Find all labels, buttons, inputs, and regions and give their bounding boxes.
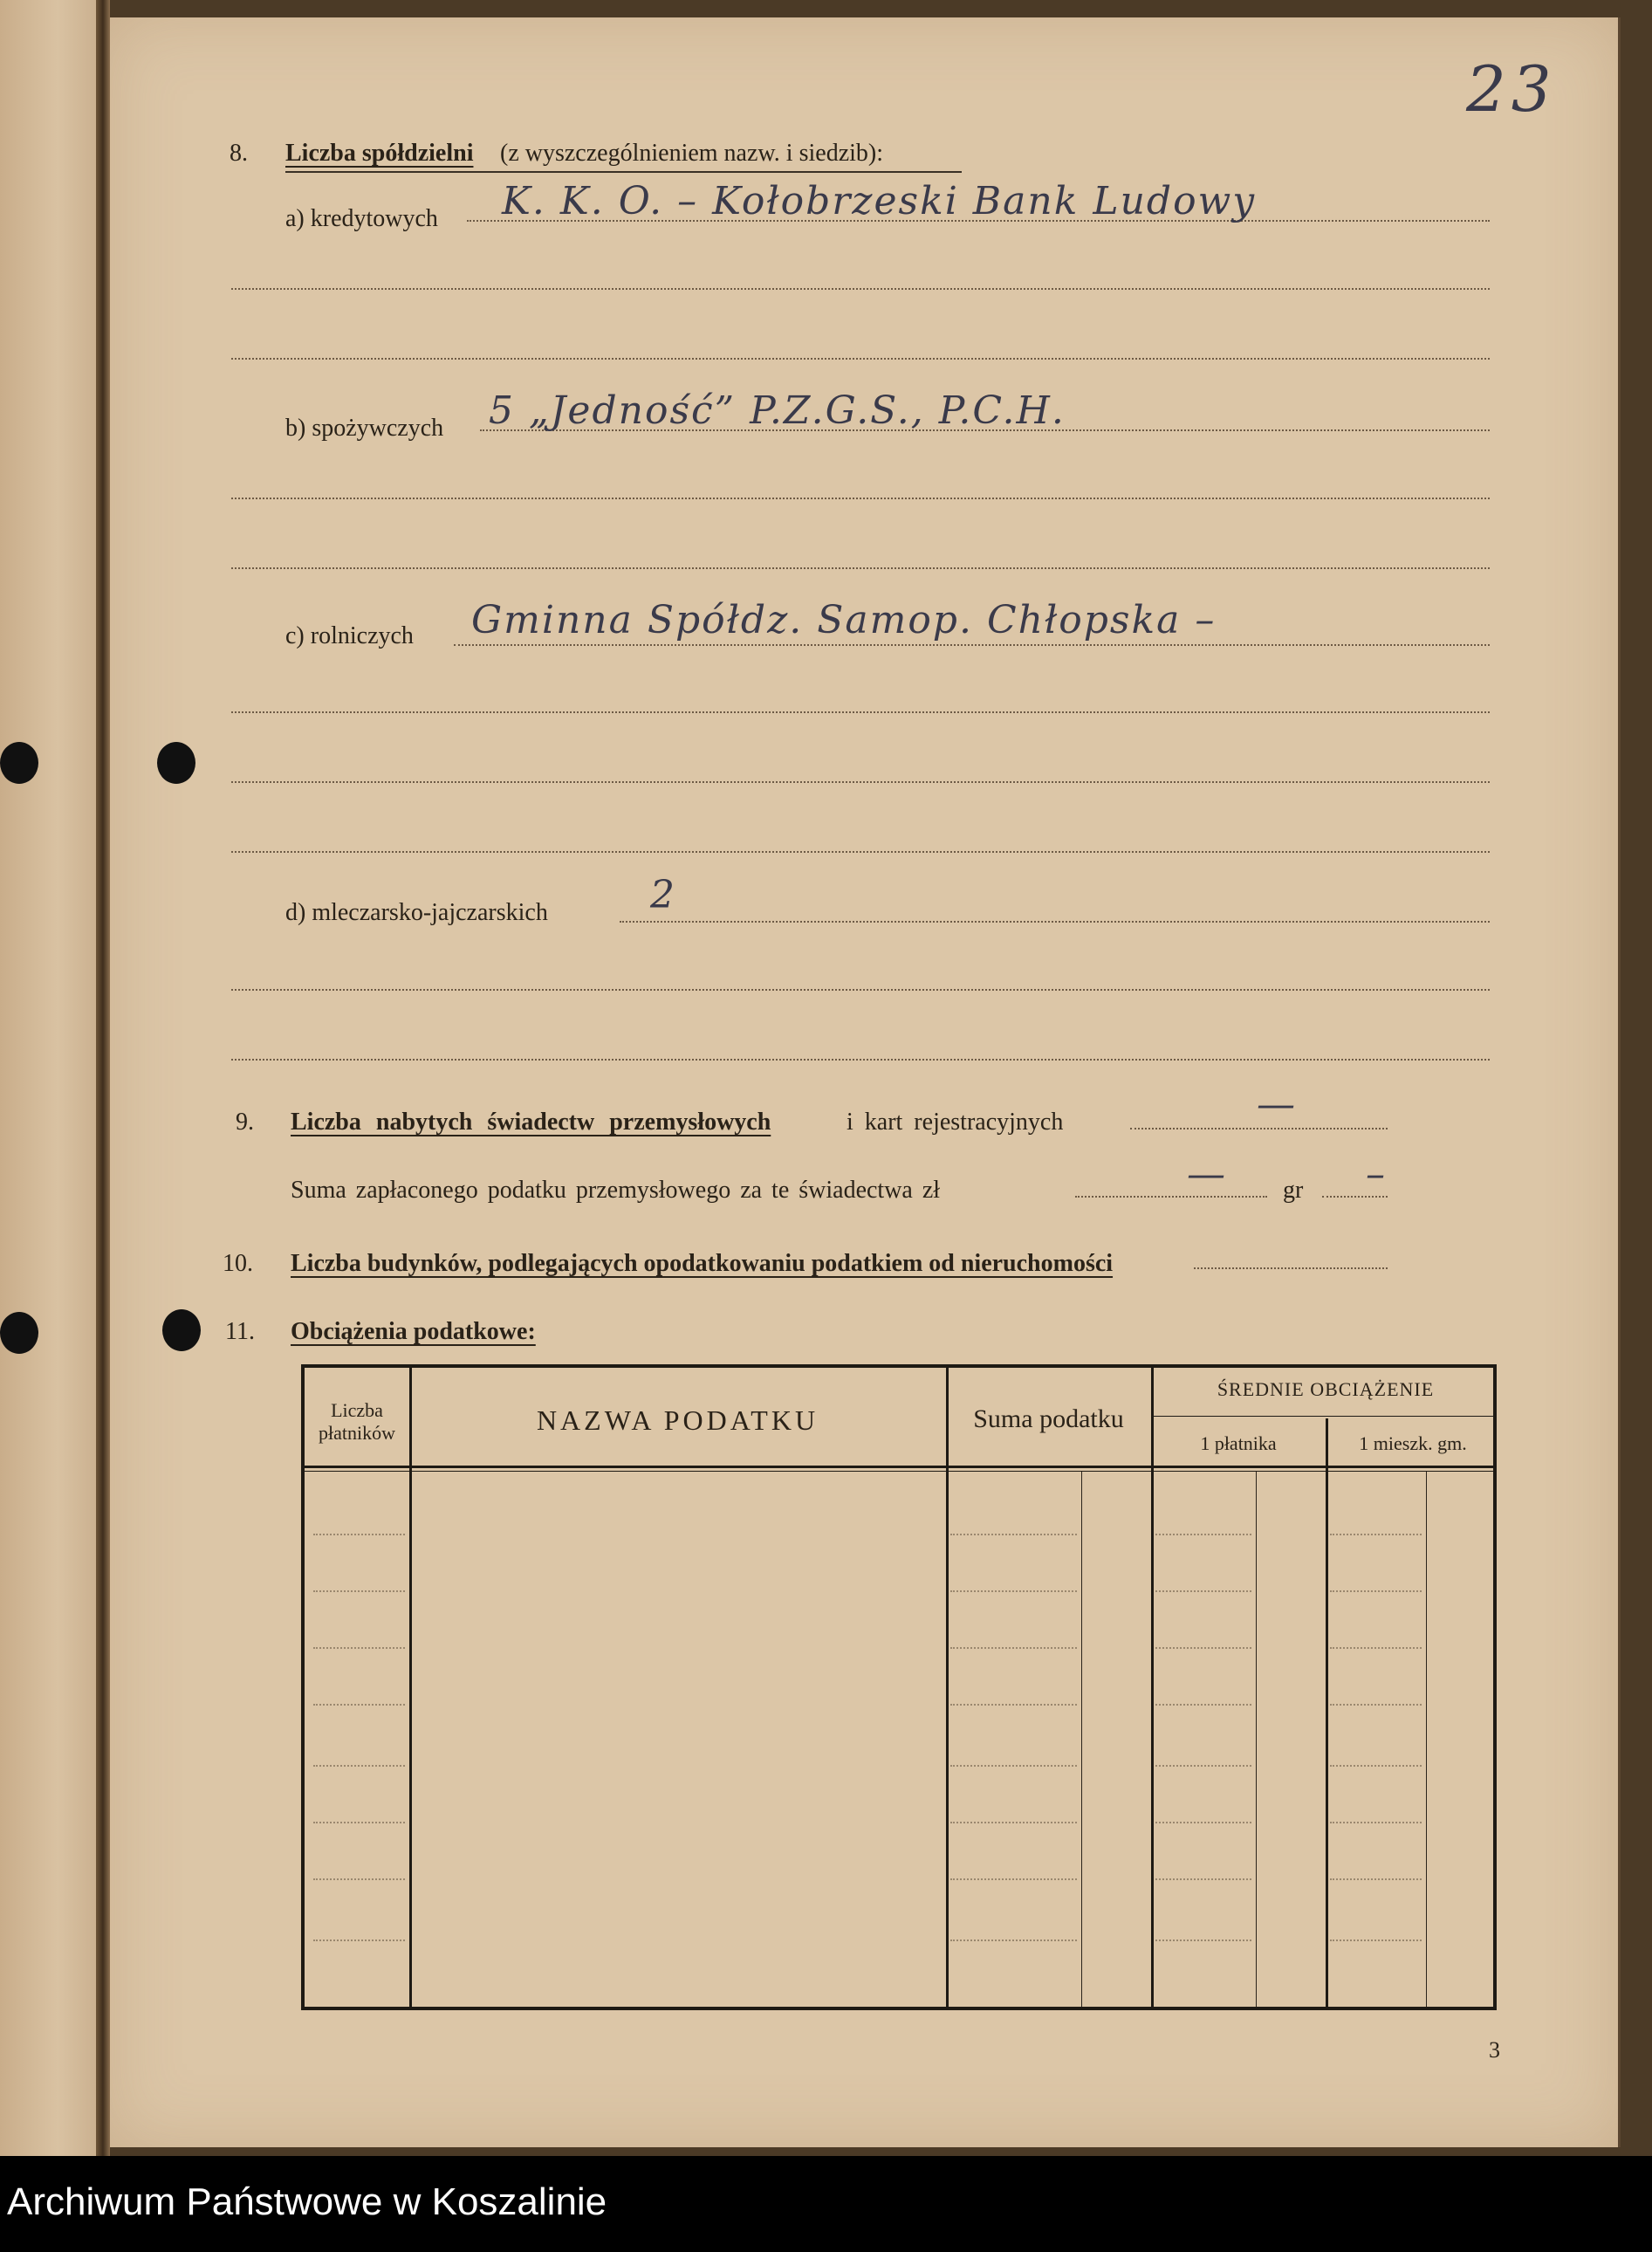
section-8-title: Liczba spółdzielni — [285, 140, 474, 167]
label-consumer: b) spożywczych — [285, 415, 444, 442]
value-consumer: 5 „Jedność” P.Z.G.S., P.C.H. — [489, 388, 1066, 433]
section-9-number: 9. — [236, 1109, 254, 1136]
col-header-tax-name: NAZWA PODATKU — [536, 1404, 819, 1436]
col-header-payers-line2: płatników — [319, 1422, 395, 1444]
dotted-line — [231, 781, 1490, 783]
archive-name: Archiwum Państwowe w Koszalinie — [7, 2180, 607, 2223]
label-agricultural: c) rolniczych — [285, 622, 414, 649]
section-9-title: Liczba nabytych świadectw przemysłowych — [291, 1109, 771, 1136]
left-page-edge — [0, 0, 98, 2156]
value-credit: K. K. O. – Kołobrzeski Bank Ludowy — [502, 179, 1257, 223]
dotted-line — [231, 498, 1490, 499]
value-tax-sum-zl: — — [1187, 1152, 1227, 1197]
section-10-number: 10. — [223, 1250, 253, 1277]
punch-hole — [0, 742, 38, 784]
punch-hole — [162, 1309, 201, 1351]
label-gr: gr — [1283, 1177, 1304, 1204]
underline — [285, 171, 962, 173]
section-11-title: Obciążenia podatkowe: — [291, 1318, 536, 1345]
dotted-line — [231, 1059, 1490, 1061]
dotted-line — [1194, 1267, 1388, 1269]
dotted-line — [231, 711, 1490, 713]
dotted-line — [231, 851, 1490, 853]
dotted-line — [1130, 1128, 1388, 1129]
dotted-line — [454, 644, 1490, 646]
archive-folio-number: 23 — [1466, 52, 1557, 126]
page-number: 3 — [1489, 2037, 1500, 2063]
punch-hole — [0, 1312, 38, 1354]
value-certificates: — — [1257, 1082, 1297, 1127]
col-header-tax-sum: Suma podatku — [973, 1404, 1124, 1433]
dotted-line — [231, 567, 1490, 569]
label-credit: a) kredytowych — [285, 205, 438, 232]
col-header-payers-line1: Liczba — [331, 1399, 383, 1421]
tax-burden-table — [301, 1364, 1497, 2010]
col-header-payers — [305, 1399, 409, 1445]
section-8-subtitle: (z wyszczególnieniem nazw. i siedzib): — [500, 140, 884, 167]
dotted-line — [231, 288, 1490, 290]
value-dairy-egg: 2 — [650, 873, 676, 917]
col-header-avg-per-payer: 1 płatnika — [1200, 1432, 1277, 1454]
dotted-line — [620, 921, 1490, 923]
label-dairy-egg: d) mleczarsko-jajczarskich — [285, 899, 548, 926]
value-tax-sum-gr: – — [1366, 1152, 1387, 1197]
punch-hole — [157, 742, 195, 784]
dotted-line — [231, 989, 1490, 991]
col-header-average-burden: ŚREDNIE OBCIĄŻENIE — [1217, 1378, 1435, 1400]
dotted-line — [1075, 1196, 1267, 1198]
archive-footer-bar — [0, 2156, 1652, 2252]
dotted-line — [231, 358, 1490, 360]
value-agricultural: Gminna Spółdz. Samop. Chłopska – — [471, 598, 1217, 642]
col-header-avg-per-resident: 1 mieszk. gm. — [1359, 1432, 1467, 1454]
section-9-rest: i kart rejestracyjnych — [847, 1109, 1064, 1136]
section-8-number: 8. — [230, 140, 248, 167]
book-gutter — [96, 0, 110, 2156]
section-11-number: 11. — [225, 1318, 255, 1345]
label-tax-sum: Suma zapłaconego podatku przemysłowego za te świadectwa zł — [291, 1177, 941, 1204]
section-10-title: Liczba budynków, podlegających opodatkowaniu podatkiem od nieruchomości — [291, 1250, 1114, 1277]
